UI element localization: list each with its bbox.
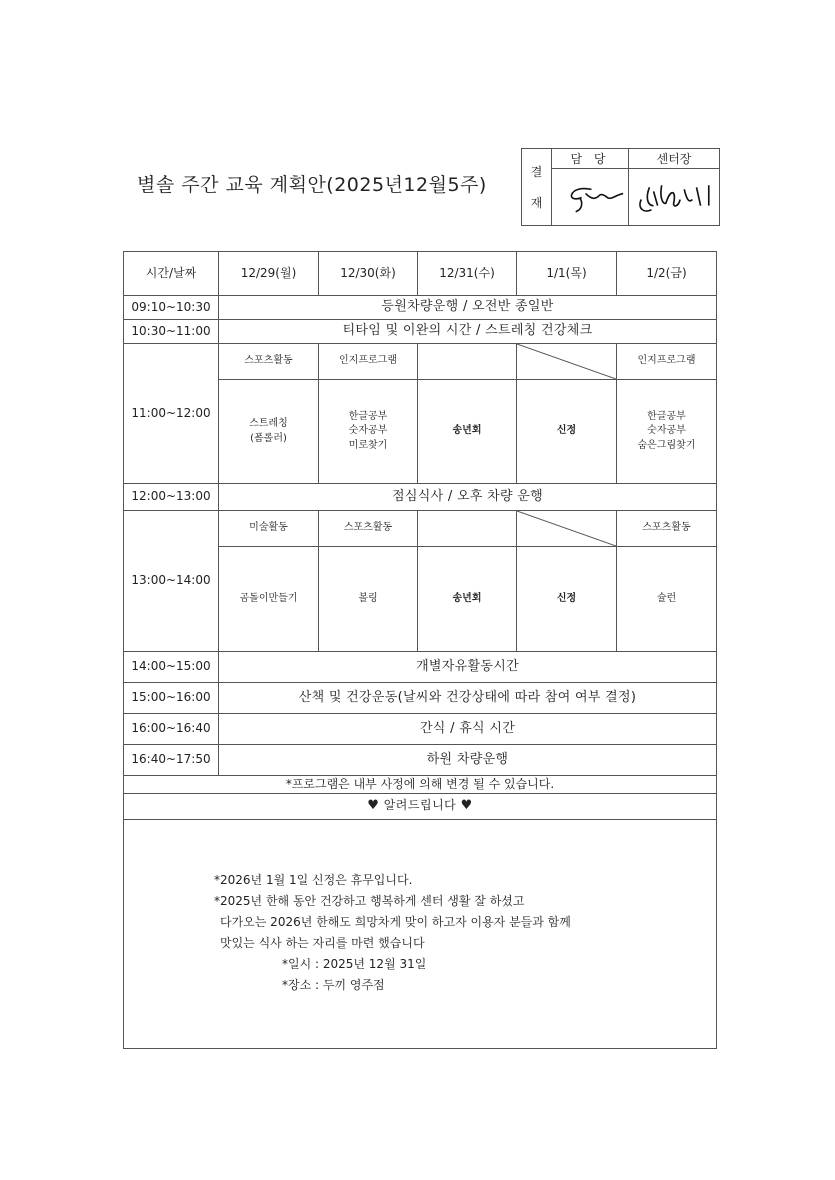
activity-cell: 송년회: [418, 547, 517, 652]
activity-label: 인지프로그램: [617, 344, 717, 380]
table-row: [124, 745, 717, 776]
table-row: [124, 296, 717, 320]
table-row: [124, 820, 717, 1049]
notice-line: *2026년 1월 1일 신정은 휴무입니다.: [214, 873, 413, 888]
signature-icon: [629, 169, 719, 225]
notice-line: *장소 : 두끼 영주점: [282, 978, 385, 993]
diagonal-line: [517, 344, 616, 379]
header-row: [124, 252, 717, 296]
header-cell: 12/30(화): [319, 252, 418, 296]
activity-label-empty: [418, 344, 517, 380]
change-notice: *프로그램은 내부 사정에 의해 변경 될 수 있습니다.: [124, 776, 717, 794]
notice-body: [124, 820, 717, 1049]
approval-side-label: [522, 149, 552, 225]
schedule-cell: 티타임 및 이완의 시간 / 스트레칭 건강체크: [219, 320, 717, 344]
table-row: [124, 320, 717, 344]
schedule-cell: 점심식사 / 오후 차량 운행: [219, 484, 717, 511]
schedule-cell: 산책 및 건강운동(날씨와 건강상태에 따라 참여 여부 결정): [219, 683, 717, 714]
time-cell: 16:00~16:40: [124, 714, 219, 745]
activity-cell: 한글공부 숫자공부 미로찾기: [319, 380, 418, 484]
time-cell: 16:40~17:50: [124, 745, 219, 776]
header-cell: 1/2(금): [617, 252, 717, 296]
table-row: [124, 344, 717, 380]
table-row: [124, 652, 717, 683]
notice-line: 다가오는 2026년 한해도 희망차게 맞이 하고자 이용자 분들과 함께: [220, 915, 571, 930]
header-cell: 12/31(수): [418, 252, 517, 296]
director-signature: [629, 169, 719, 225]
activity-cell: 한글공부 숫자공부 숨은그림찾기: [617, 380, 717, 484]
time-cell: 14:00~15:00: [124, 652, 219, 683]
table-row: [124, 776, 717, 794]
activity-label: 인지프로그램: [319, 344, 418, 380]
activity-cell: 송년회: [418, 380, 517, 484]
notice-line: *일시 : 2025년 12월 31일: [282, 957, 427, 972]
time-cell: 12:00~13:00: [124, 484, 219, 511]
activity-label: 스포츠활동: [219, 344, 319, 380]
activity-cell: 볼링: [319, 547, 418, 652]
manager-signature: [552, 169, 629, 225]
activity-label-empty: [418, 511, 517, 547]
page-title: 별솔 주간 교육 계획안(2025년12월5주): [137, 174, 487, 196]
notice-line: *2025년 한해 동안 건강하고 행복하게 센터 생활 잘 하셨고: [214, 894, 525, 909]
time-cell: 09:10~10:30: [124, 296, 219, 320]
weekly-plan-table: [123, 251, 717, 1049]
schedule-cell: 등원차량운행 / 오전반 종일반: [219, 296, 717, 320]
approval-header-director: 센터장: [629, 149, 719, 169]
time-cell: 10:30~11:00: [124, 320, 219, 344]
activity-cell: 신정: [517, 380, 617, 484]
activity-label: 스포츠활동: [617, 511, 717, 547]
diagonal-line: [517, 511, 616, 546]
activity-label: 미술활동: [219, 511, 319, 547]
signature-icon: [552, 169, 628, 225]
table-row: [124, 511, 717, 547]
activity-cell: 스트레칭 (폼롤러): [219, 380, 319, 484]
approval-box: [521, 148, 720, 226]
approval-header-manager: 담 당: [552, 149, 629, 169]
activity-cell: 곰돌이만들기: [219, 547, 319, 652]
activity-cell: 신정: [517, 547, 617, 652]
schedule-cell: 간식 / 휴식 시간: [219, 714, 717, 745]
schedule-cell: 개별자유활동시간: [219, 652, 717, 683]
approval-side-top: 결: [530, 165, 543, 179]
heart-icon: ♥: [367, 798, 380, 814]
schedule-cell: 하원 차량운행: [219, 745, 717, 776]
header-cell: 12/29(월): [219, 252, 319, 296]
notice-title-cell: [124, 794, 717, 820]
table-row: [124, 794, 717, 820]
header-cell: 1/1(목): [517, 252, 617, 296]
header-cell: 시간/날짜: [124, 252, 219, 296]
table-row: [124, 714, 717, 745]
notice-title: 알려드립니다: [383, 798, 457, 813]
time-cell: 13:00~14:00: [124, 511, 219, 652]
notice-line: 맛있는 식사 하는 자리를 마련 했습니다: [220, 936, 425, 951]
heart-icon: ♥: [460, 798, 473, 814]
activity-label-empty: [517, 344, 617, 380]
activity-cell: 슐런: [617, 547, 717, 652]
time-cell: 15:00~16:00: [124, 683, 219, 714]
table-row: [124, 683, 717, 714]
table-row: [124, 484, 717, 511]
activity-label: 스포츠활동: [319, 511, 418, 547]
time-cell: 11:00~12:00: [124, 344, 219, 484]
approval-side-bottom: 재: [530, 196, 543, 210]
activity-label-empty: [517, 511, 617, 547]
